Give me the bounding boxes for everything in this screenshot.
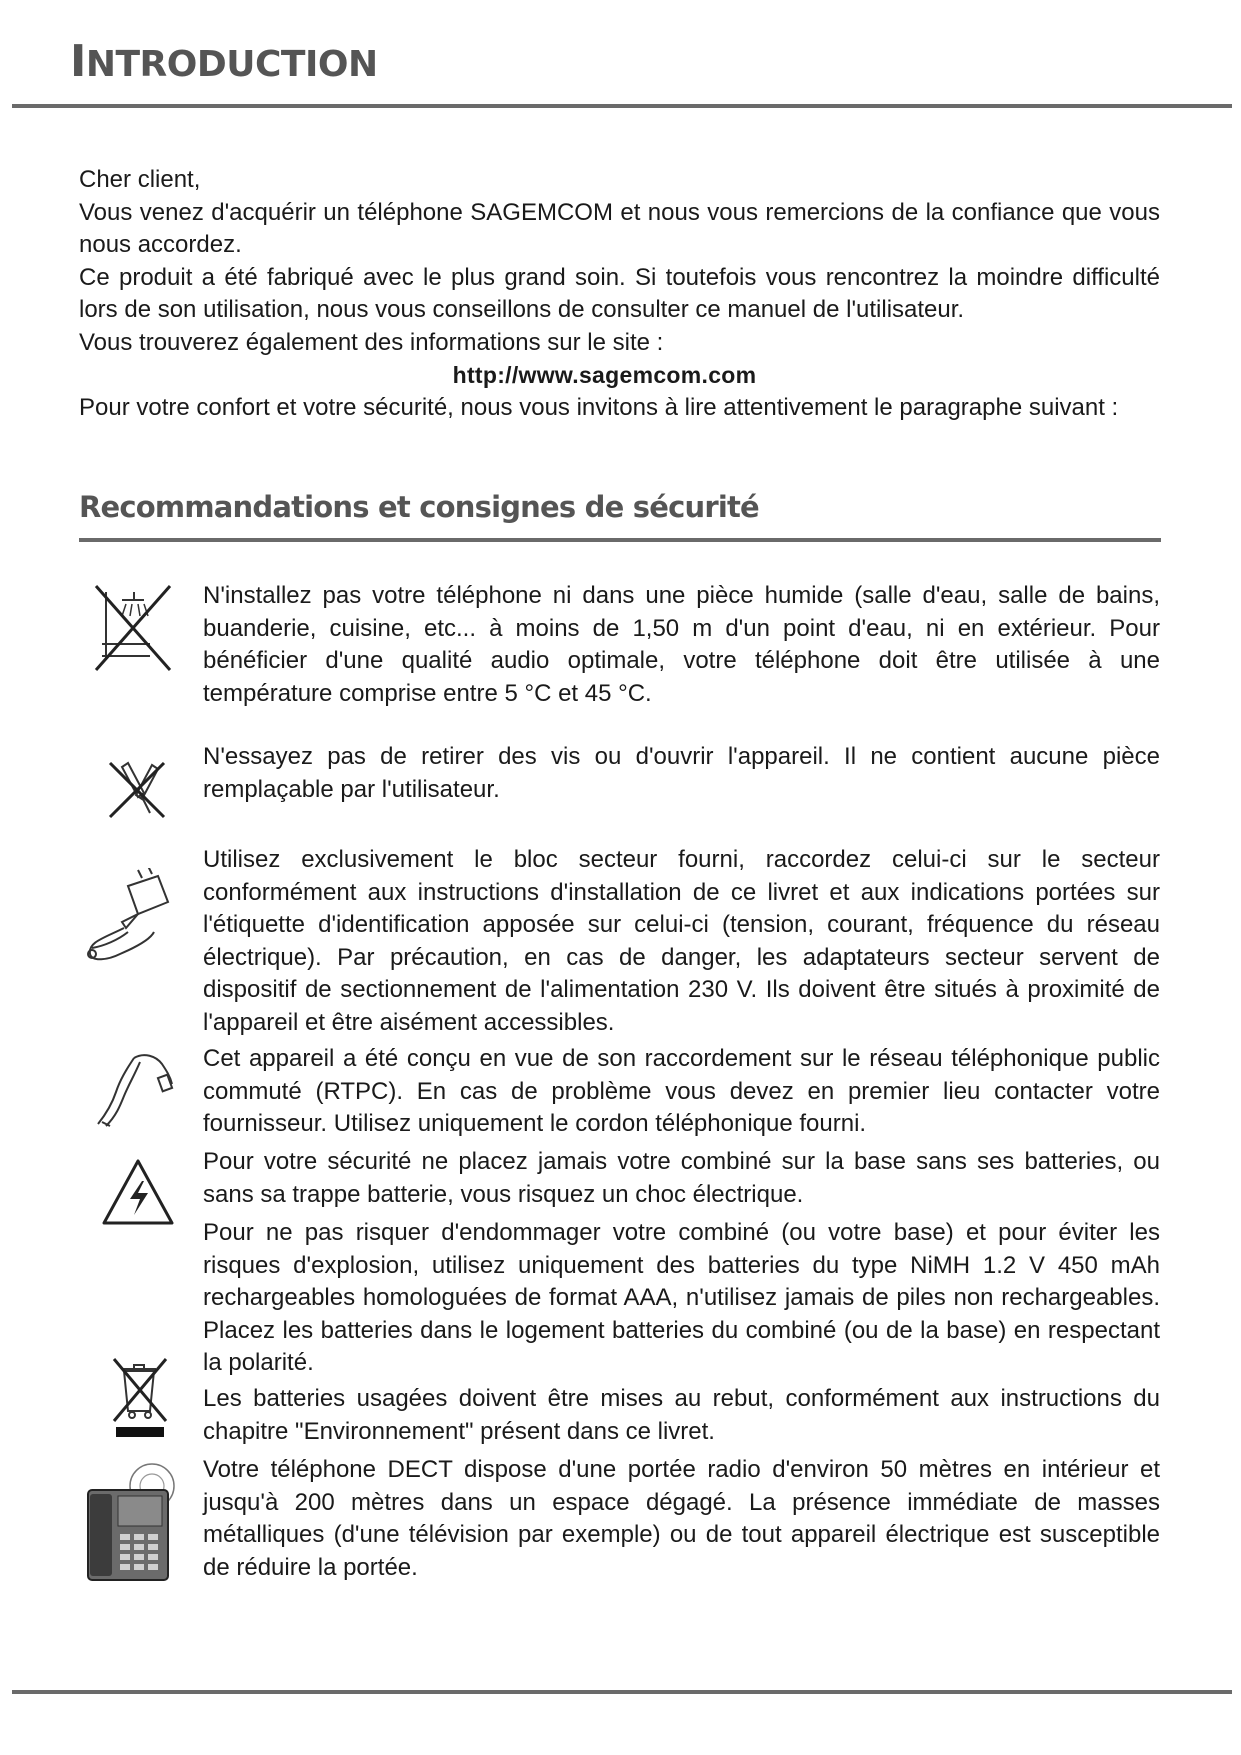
phone-cord-icon xyxy=(94,1052,176,1132)
safety-item-screws: N'essayez pas de retirer des vis ou d'ouvrir l'appareil. Il ne contient aucune pièce remplaçable par l'utilisateur. xyxy=(203,743,1160,803)
safety-item-batteries: Pour ne pas risquer d'endommager votre combiné (ou votre base) et pour éviter les risques d'explosion, utilisez uniquement des batteries du type NiMH 1.2 V 450 mAh rechargeables homologuées de format AAA, n'utilisez jamais de piles non rechargeables. Placez les batteries dans le logement batteries du combiné (ou de la base) en respectant la polarité. xyxy=(203,1219,1160,1376)
intro-paragraph: Vous trouverez également des informations sur le site : xyxy=(79,328,664,356)
page-title-initial: I xyxy=(70,36,86,87)
safety-item-dect-range: Votre téléphone DECT dispose d'une portée radio d'environ 50 mètres en intérieur et jusqu'à 200 mètres dans un espace dégagé. La présence immédiate de masses métalliques (d'une télévision par exemple) ou de tout appareil électrique est susceptible de réduire la portée. xyxy=(203,1456,1160,1581)
section-divider xyxy=(79,538,1161,542)
dect-phone-base-icon xyxy=(84,1460,176,1584)
intro-paragraph: Ce produit a été fabriqué avec le plus grand soin. Si toutefois vous rencontrez la moindre difficulté lors de son utilisation, nous vous conseillons de consulter ce manuel de l'utilisateur. xyxy=(79,263,1160,323)
no-screwdriver-icon xyxy=(106,757,168,821)
safety-item-power-adapter: Utilisez exclusivement le bloc secteur fourni, raccordez celui-ci sur le secteur conformément aux instructions d'installation de ce livret et aux indications portées sur l'étiquette d'identification apposée sur celui-ci (tension, courant, fréquence du réseau électrique). Par précaution, en cas de danger, les adaptateurs secteur servent de dispositif de sectionnement de l'alimentation 230 V. Ils doivent être situés à proximité de l'appareil et être aisément accessibles. xyxy=(203,846,1160,1036)
no-shower-icon xyxy=(92,582,176,674)
footer-divider xyxy=(12,1690,1232,1694)
electric-hazard-icon xyxy=(100,1157,176,1227)
crossed-bin-icon xyxy=(110,1355,170,1439)
website-link[interactable]: http://www.sagemcom.com xyxy=(452,362,757,388)
power-adapter-icon xyxy=(82,868,174,964)
greeting: Cher client, xyxy=(79,166,201,193)
title-divider xyxy=(12,104,1232,108)
intro-paragraph: Pour votre confort et votre sécurité, nous vous invitons à lire attentivement le paragraphe suivant : xyxy=(79,393,1119,421)
section-title: Recommandations et consignes de sécurité xyxy=(79,490,759,524)
page-title-rest: NTRODUCTION xyxy=(85,44,378,85)
safety-item-battery-disposal: Les batteries usagées doivent être mises au rebut, conformément aux instructions du chapitre "Environnement" présent dans ce livret. xyxy=(203,1385,1160,1445)
safety-item-electric-shock: Pour votre sécurité ne placez jamais votre combiné sur la base sans ses batteries, ou sans sa trappe batterie, vous risquez un choc électrique. xyxy=(203,1148,1160,1208)
intro-paragraph: Vous venez d'acquérir un téléphone SAGEMCOM et nous vous remercions de la confiance que vous nous accordez. xyxy=(79,198,1160,258)
intro-text xyxy=(79,164,1160,424)
safety-item-humidity: N'installez pas votre téléphone ni dans une pièce humide (salle d'eau, salle de bains, buanderie, cuisine, etc... à moins de 1,50 m d'un point d'eau, ni en extérieur. Pour bénéficier d'une qualité audio optimale, votre téléphone doit être utilisée à une température comprise entre 5 °C et 45 °C. xyxy=(203,582,1160,707)
safety-item-phone-line: Cet appareil a été conçu en vue de son raccordement sur le réseau téléphonique public commuté (RTPC). En cas de problème vous devez en premier lieu contacter votre fournisseur. Utilisez uniquement le cordon téléphonique fourni. xyxy=(203,1045,1160,1137)
page-title xyxy=(70,36,378,87)
